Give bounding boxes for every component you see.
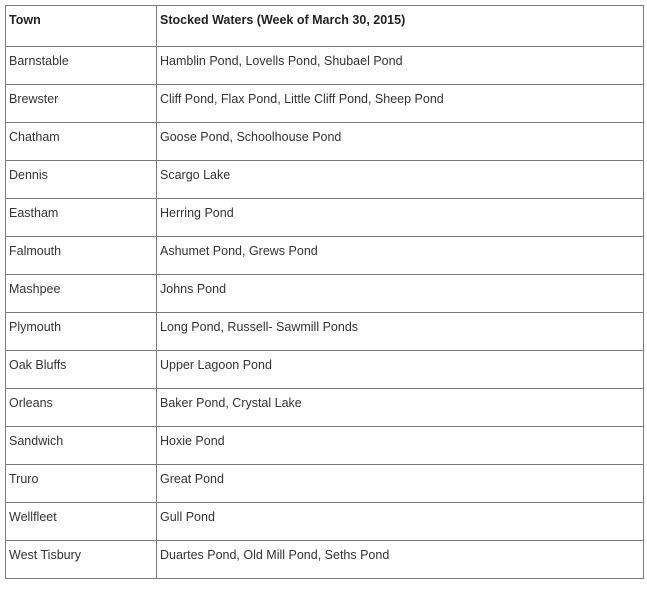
waters-cell: Long Pond, Russell- Sawmill Ponds — [157, 313, 644, 351]
town-cell: Brewster — [6, 85, 157, 123]
waters-cell: Gull Pond — [157, 503, 644, 541]
table-row — [6, 503, 644, 541]
waters-cell: Hoxie Pond — [157, 427, 644, 465]
table-row — [6, 47, 644, 85]
table-row — [6, 275, 644, 313]
table-row — [6, 351, 644, 389]
table-header-row — [6, 6, 644, 47]
waters-cell: Herring Pond — [157, 199, 644, 237]
header-stocked-waters: Stocked Waters (Week of March 30, 2015) — [157, 6, 644, 47]
town-cell: Eastham — [6, 199, 157, 237]
waters-cell: Upper Lagoon Pond — [157, 351, 644, 389]
table-row — [6, 389, 644, 427]
town-cell: Truro — [6, 465, 157, 503]
waters-cell: Duartes Pond, Old Mill Pond, Seths Pond — [157, 541, 644, 579]
waters-cell: Goose Pond, Schoolhouse Pond — [157, 123, 644, 161]
waters-cell: Scargo Lake — [157, 161, 644, 199]
table-row — [6, 541, 644, 579]
table-row — [6, 161, 644, 199]
waters-cell: Johns Pond — [157, 275, 644, 313]
town-cell: Sandwich — [6, 427, 157, 465]
stocked-waters-table — [5, 5, 644, 579]
table-row — [6, 237, 644, 275]
table-row — [6, 427, 644, 465]
header-town: Town — [6, 6, 157, 47]
town-cell: Falmouth — [6, 237, 157, 275]
table-row — [6, 123, 644, 161]
town-cell: Mashpee — [6, 275, 157, 313]
town-cell: Plymouth — [6, 313, 157, 351]
table-row — [6, 85, 644, 123]
waters-cell: Baker Pond, Crystal Lake — [157, 389, 644, 427]
town-cell: Oak Bluffs — [6, 351, 157, 389]
town-cell: Chatham — [6, 123, 157, 161]
waters-cell: Great Pond — [157, 465, 644, 503]
town-cell: Dennis — [6, 161, 157, 199]
table-row — [6, 199, 644, 237]
waters-cell: Cliff Pond, Flax Pond, Little Cliff Pond, Sheep Pond — [157, 85, 644, 123]
table-row — [6, 313, 644, 351]
town-cell: Barnstable — [6, 47, 157, 85]
town-cell: Wellfleet — [6, 503, 157, 541]
town-cell: West Tisbury — [6, 541, 157, 579]
waters-cell: Ashumet Pond, Grews Pond — [157, 237, 644, 275]
waters-cell: Hamblin Pond, Lovells Pond, Shubael Pond — [157, 47, 644, 85]
town-cell: Orleans — [6, 389, 157, 427]
table-row — [6, 465, 644, 503]
